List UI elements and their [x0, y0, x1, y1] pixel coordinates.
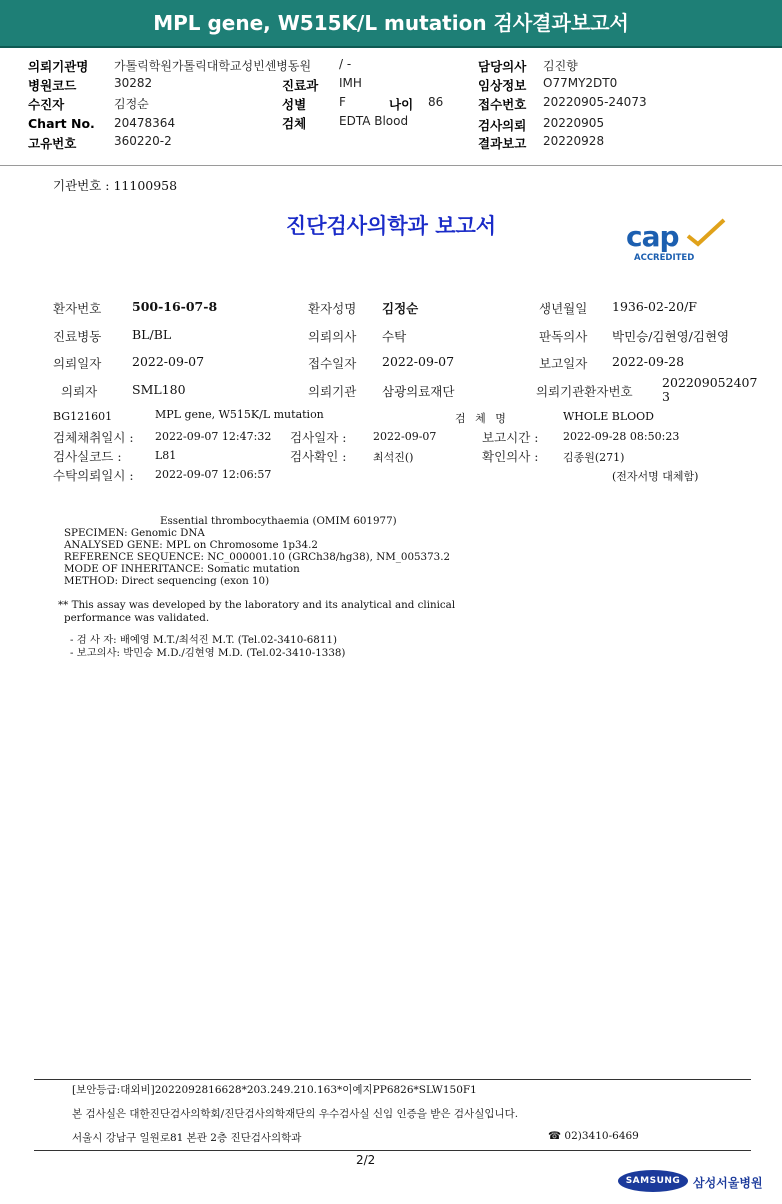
- report-time-label: 보고시간 :: [482, 430, 539, 445]
- doctor-label: 담당의사: [478, 59, 527, 74]
- requesting-org-label: 의뢰기관명: [28, 59, 89, 74]
- specimen-value: EDTA Blood: [339, 114, 409, 128]
- result-line: REFERENCE SEQUENCE: NC_000001.10 (GRCh38/hg38), NM_005373.2: [64, 551, 451, 563]
- inst-pt-no-line2: 3: [662, 389, 670, 404]
- page-number: 2/2: [356, 1153, 376, 1167]
- dob: 1936-02-20/F: [612, 299, 697, 314]
- clinical-info: O77MY2DT0: [543, 76, 618, 90]
- result-line: METHOD: Direct sequencing (exon 10): [64, 575, 270, 587]
- collect-label: 검체채취일시 :: [53, 430, 134, 445]
- dob-label: 생년월일: [539, 301, 588, 316]
- ward: BL/BL: [132, 327, 172, 342]
- phone-line: ☎ 02)3410-6469: [548, 1130, 639, 1142]
- validation-note-cont: performance was validated.: [64, 612, 210, 624]
- test-code: BG121601: [53, 410, 113, 423]
- result-report-label: 결과보고: [478, 136, 527, 151]
- confirm-label: 검사확인 :: [290, 449, 347, 464]
- test-date: 2022-09-07: [373, 430, 437, 443]
- chart-no-label: Chart No.: [28, 116, 95, 131]
- rcv-date: 2022-09-07: [382, 354, 455, 369]
- requesting-org: 가톨릭학원가톨릭대학교성빈센병동원: [114, 59, 312, 73]
- esign-note: (전자서명 대체함): [612, 470, 699, 483]
- slash-field: / -: [339, 57, 352, 71]
- cap-accredited-logo: [620, 216, 730, 266]
- consign-time: 2022-09-07 12:06:57: [155, 468, 272, 481]
- dept-value: IMH: [339, 76, 362, 90]
- staff-tester: - 검 사 자: 배예영 M.T./최석진 M.T. (Tel.02-3410-6811): [70, 634, 337, 646]
- report-title: 진단검사의학과 보고서: [285, 213, 497, 238]
- address-line: 서울시 강남구 일원로81 본관 2층 진단검사의학과: [72, 1132, 302, 1144]
- requester-label: 의뢰자: [61, 384, 98, 399]
- hospital-code: 30282: [114, 76, 153, 90]
- patient-label: 수진자: [28, 97, 65, 112]
- pt-name-label: 환자성명: [308, 301, 357, 316]
- samsung-logo: SAMSUNG: [618, 1170, 688, 1192]
- hospital-code-label: 병원코드: [28, 78, 77, 93]
- institution-no: 기관번호 : 11100958: [53, 178, 178, 193]
- validation-note: ** This assay was developed by the laboratory and its analytical and clinical: [58, 599, 456, 611]
- confirm-doc: 김종원(271): [563, 451, 625, 464]
- reading-doc: 박민승/김현영/김현영: [612, 329, 730, 344]
- report-banner-title: MPL gene, W515K/L mutation 검사결과보고서: [0, 0, 782, 48]
- clinical-info-label: 임상정보: [478, 78, 527, 93]
- chart-no: 20478364: [114, 116, 176, 130]
- staff-reporter: - 보고의사: 박민승 M.D./김현영 M.D. (Tel.02-3410-1338): [70, 647, 346, 659]
- lab-code: L81: [155, 449, 177, 462]
- collect-time: 2022-09-07 12:47:32: [155, 430, 272, 443]
- specimen-label: 검체: [282, 116, 307, 131]
- reading-doc-label: 판독의사: [539, 329, 588, 344]
- pt-no-label: 환자번호: [53, 301, 102, 316]
- age-value: 86: [428, 95, 444, 109]
- result-line: ANALYSED GENE: MPL on Chromosome 1p34.2: [64, 539, 318, 551]
- req-inst-label: 의뢰기관: [308, 384, 357, 399]
- req-inst: 삼광의료재단: [382, 384, 455, 399]
- test-date-label: 검사일자 :: [290, 430, 347, 445]
- rep-date: 2022-09-28: [612, 354, 685, 369]
- receipt-no-label: 접수번호: [478, 97, 527, 112]
- cap-logo-text: cap: [626, 220, 679, 253]
- report-time: 2022-09-28 08:50:23: [563, 430, 680, 443]
- result-line: MODE OF INHERITANCE: Somatic mutation: [64, 563, 300, 575]
- req-doc-label: 의뢰의사: [308, 329, 357, 344]
- unique-id-label: 고유번호: [28, 136, 77, 151]
- inst-pt-no-line1: 202209052407: [662, 375, 758, 390]
- rep-date-label: 보고일자: [539, 356, 588, 371]
- consign-label: 수탁의뢰일시 :: [53, 468, 134, 483]
- pt-name: 김정순: [382, 301, 419, 316]
- dept-label: 진료과: [282, 78, 319, 93]
- sex-value: F: [339, 95, 346, 109]
- hospital-name: 삼성서울병원: [693, 1176, 763, 1190]
- cap-accredited-text: ACCREDITED: [634, 253, 695, 263]
- req-date: 2022-09-07: [132, 354, 205, 369]
- age-label: 나이: [389, 97, 414, 112]
- req-date-label: 의뢰일자: [53, 356, 102, 371]
- confirm-value: 최석진(): [373, 451, 414, 464]
- diagnosis: Essential thrombocythaemia (OMIM 601977): [160, 515, 397, 527]
- confirm-doc-label: 확인의사 :: [482, 449, 539, 464]
- footer-divider-bottom: [34, 1150, 751, 1151]
- header-divider: [0, 165, 782, 166]
- test-request-label: 검사의뢰: [478, 118, 527, 133]
- result-report: 20220928: [543, 134, 605, 148]
- sex-label: 성별: [282, 97, 307, 112]
- rcv-date-label: 접수일자: [308, 356, 357, 371]
- lab-code-label: 검사실코드 :: [53, 449, 122, 464]
- specimen-name-label: 검 체 명: [455, 412, 506, 425]
- footer-divider-top: [34, 1079, 751, 1080]
- req-doc: 수탁: [382, 329, 407, 344]
- receipt-no: 20220905-24073: [543, 95, 647, 109]
- result-line: SPECIMEN: Genomic DNA: [64, 527, 205, 539]
- specimen-name: WHOLE BLOOD: [563, 410, 654, 423]
- security-line: [보안등급:대외비]2022092816628*203.249.210.163*이예지PP6826*SLW150F1: [72, 1084, 477, 1096]
- requester: SML180: [132, 382, 186, 397]
- ward-label: 진료병동: [53, 329, 102, 344]
- cap-checkmark-icon: [686, 218, 726, 248]
- pt-no: 500-16-07-8: [132, 299, 218, 314]
- test-name: MPL gene, W515K/L mutation: [155, 408, 324, 421]
- test-request: 20220905: [543, 116, 605, 130]
- unique-id: 360220-2: [114, 134, 172, 148]
- inst-pt-no-label: 의뢰기관환자번호: [536, 384, 633, 399]
- doctor-value: 김진향: [543, 59, 578, 73]
- patient-value: 김정순: [114, 97, 149, 111]
- certification-line: 본 검사실은 대한진단검사의학회/진단검사의학재단의 우수검사실 신임 인증을 받은 검사실입니다.: [72, 1108, 519, 1120]
